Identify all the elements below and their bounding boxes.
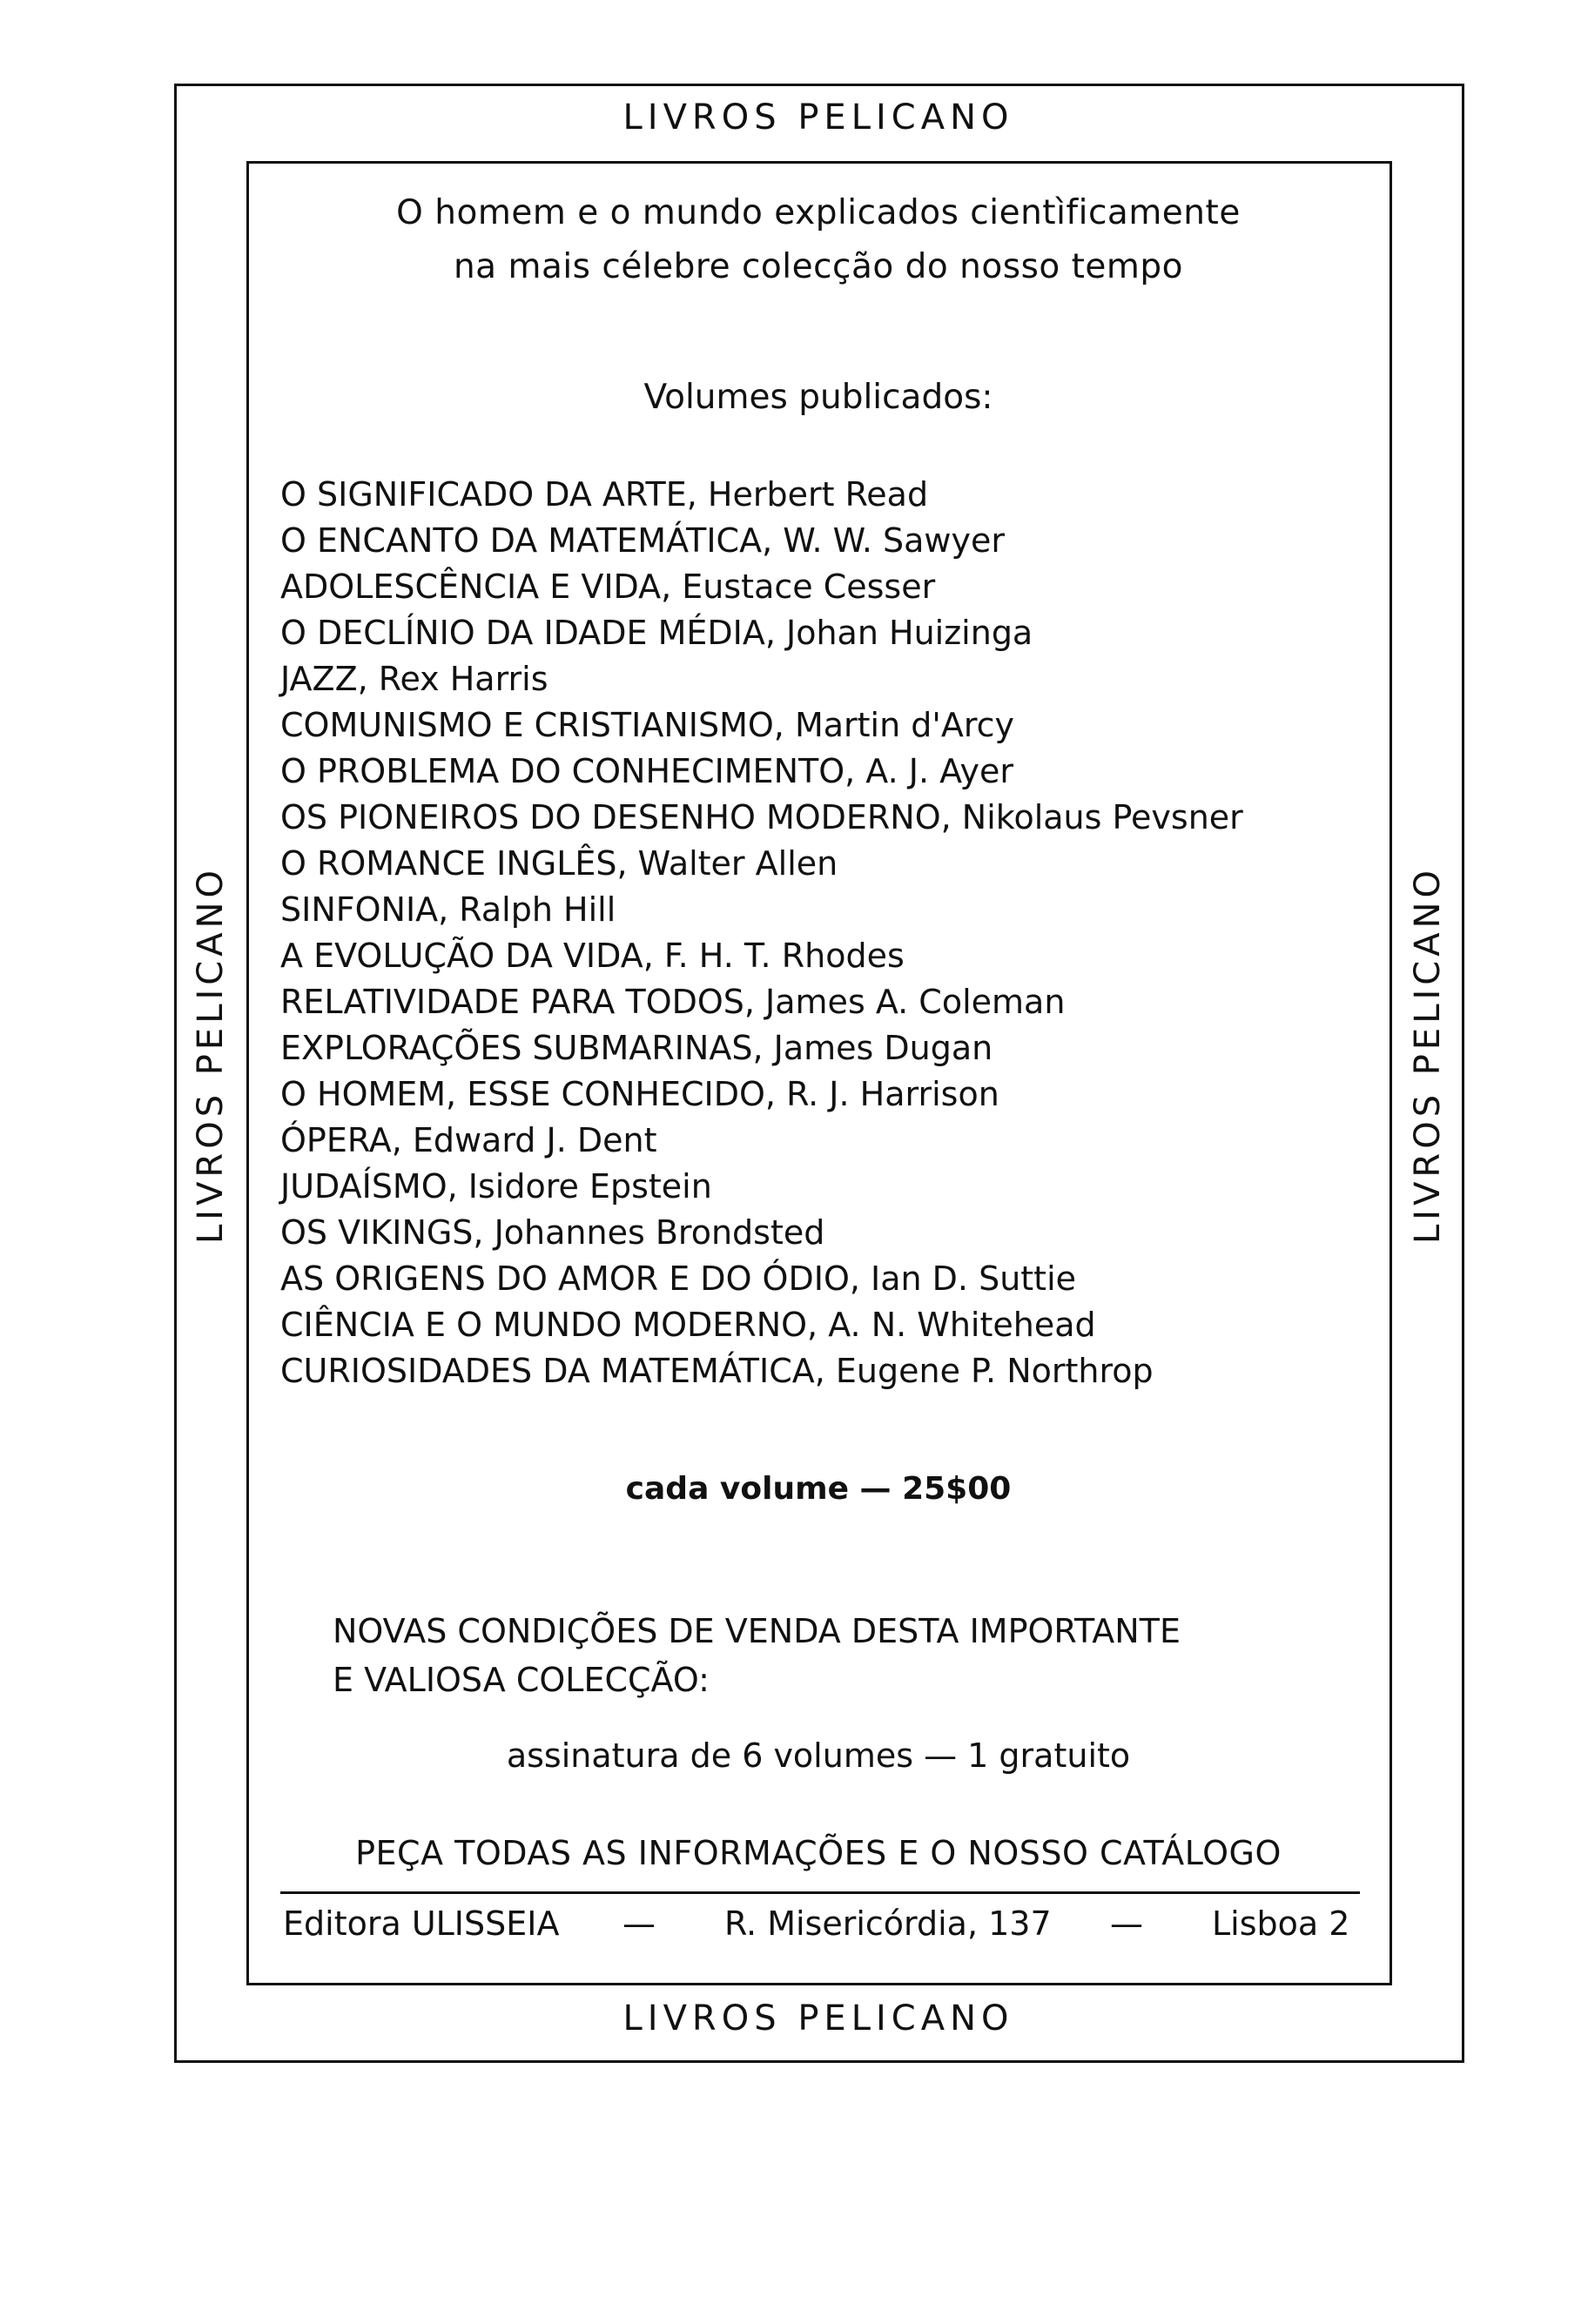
outer-frame-right [1462, 84, 1464, 2063]
list-item: COMUNISMO E CRISTIANISMO, Martin d'Arcy [280, 706, 1014, 744]
list-item: CIÊNCIA E O MUNDO MODERNO, A. N. Whitehead [280, 1306, 1096, 1344]
inner-frame-left [246, 161, 249, 1985]
list-item: OS PIONEIROS DO DESENHO MODERNO, Nikolaus Pevsner [280, 798, 1243, 836]
tagline [252, 186, 1384, 294]
publisher-name: Editora ULISSEIA [283, 1904, 560, 1943]
list-item: EXPLORAÇÕES SUBMARINAS, James Dugan [280, 1029, 993, 1067]
outer-frame-top [174, 84, 1464, 86]
list-item: O ENCANTO DA MATEMÁTICA, W. W. Sawyer [280, 521, 1005, 560]
tagline-line-1: O homem e o mundo explicados cientìficamente [396, 193, 1241, 232]
list-item: OS VIKINGS, Johannes Brondsted [280, 1213, 825, 1252]
list-item: O SIGNIFICADO DA ARTE, Herbert Read [280, 475, 929, 514]
inner-frame-bottom [246, 1983, 1392, 1985]
inner-frame-right [1390, 161, 1392, 1985]
conditions-line-2: E VALIOSA COLECÇÃO: [333, 1661, 710, 1699]
list-item: RELATIVIDADE PARA TODOS, James A. Coleman [280, 983, 1066, 1021]
side-label-left: LIVROS PELICANO [191, 866, 231, 1245]
sale-conditions [333, 1607, 1181, 1704]
list-item: O DECLÍNIO DA IDADE MÉDIA, Johan Huizinga [280, 614, 1033, 652]
list-item: A EVOLUÇÃO DA VIDA, F. H. T. Rhodes [280, 937, 905, 975]
list-item: O ROMANCE INGLÊS, Walter Allen [280, 844, 838, 883]
outer-frame-bottom [174, 2060, 1464, 2063]
list-item: ÓPERA, Edward J. Dent [280, 1121, 657, 1159]
header-banner: LIVROS PELICANO [622, 97, 1014, 138]
list-item: CURIOSIDADES DA MATEMÁTICA, Eugene P. Northrop [280, 1352, 1154, 1390]
list-item: AS ORIGENS DO AMOR E DO ÓDIO, Ian D. Suttie [280, 1259, 1077, 1298]
list-item: SINFONIA, Ralph Hill [280, 890, 616, 929]
publisher-divider [280, 1891, 1360, 1894]
inner-frame-top [246, 161, 1392, 164]
subscription-offer: assinatura de 6 volumes — 1 gratuito [506, 1736, 1131, 1775]
tagline-line-2: na mais célebre colecção do nosso tempo [453, 247, 1184, 286]
side-label-right: LIVROS PELICANO [1408, 866, 1448, 1245]
volumes-heading: Volumes publicados: [643, 378, 993, 417]
list-item: JUDAÍSMO, Isidore Epstein [280, 1167, 712, 1206]
publisher-city: Lisboa 2 [1212, 1904, 1350, 1943]
list-item: ADOLESCÊNCIA E VIDA, Eustace Cesser [280, 568, 936, 606]
publisher-address: R. Misericórdia, 137 [724, 1904, 1052, 1943]
book-list [280, 472, 1243, 1394]
footer-banner: LIVROS PELICANO [622, 1998, 1014, 2039]
publisher-separator-2: — [1110, 1904, 1143, 1943]
catalog-request: PEÇA TODAS AS INFORMAÇÕES E O NOSSO CATÁLOGO [355, 1834, 1282, 1872]
outer-frame-left [174, 84, 177, 2063]
list-item: JAZZ, Rex Harris [280, 660, 548, 698]
publisher-separator-1: — [622, 1904, 656, 1943]
list-item: O PROBLEMA DO CONHECIMENTO, A. J. Ayer [280, 752, 1014, 790]
price-line: cada volume — 25$00 [625, 1471, 1012, 1507]
list-item: O HOMEM, ESSE CONHECIDO, R. J. Harrison [280, 1075, 999, 1113]
conditions-line-1: NOVAS CONDIÇÕES DE VENDA DESTA IMPORTANTE [333, 1612, 1181, 1650]
